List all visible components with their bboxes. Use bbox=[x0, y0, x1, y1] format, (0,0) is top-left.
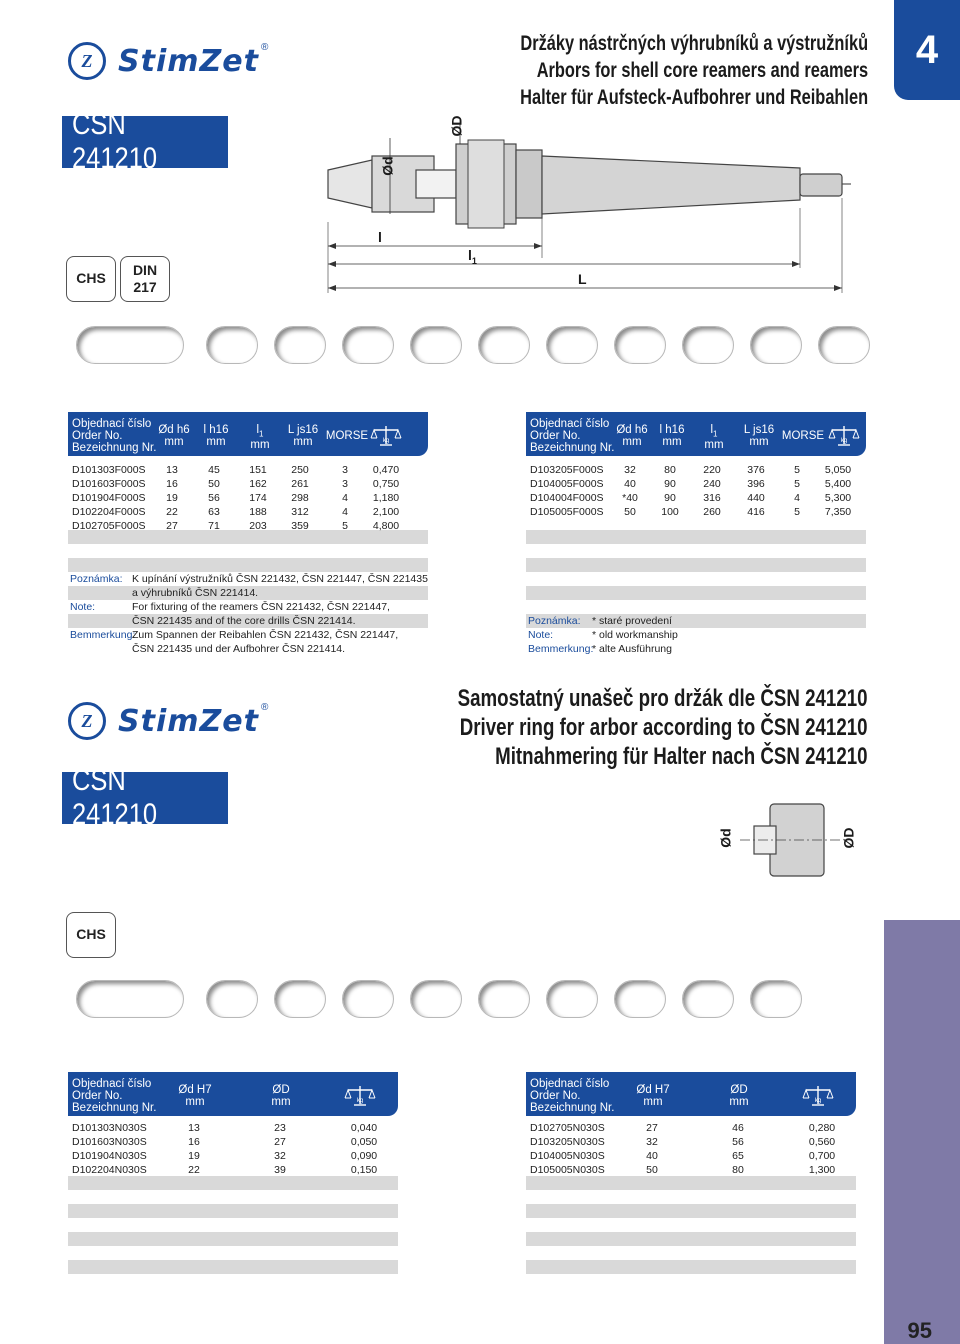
pill-slot bbox=[206, 326, 258, 364]
header-d: Ød H7 mm bbox=[178, 1084, 212, 1109]
table-header bbox=[68, 412, 428, 456]
page-number: 95 bbox=[907, 1318, 932, 1343]
weight-scale-icon bbox=[828, 424, 860, 448]
title-line-en: Driver ring for arbor according to ČSN 241210 bbox=[460, 714, 868, 741]
pill-slot bbox=[614, 980, 666, 1018]
header-L: L js16 mm bbox=[743, 424, 775, 449]
logo-registered: ® bbox=[260, 42, 269, 53]
table-row: D101303F000S 13 45 151 250 3 0,470 bbox=[72, 464, 400, 476]
weight-scale-icon bbox=[344, 1084, 376, 1108]
note-line: Note: * old workmanship bbox=[528, 629, 678, 641]
note-line: Note: For fixturing of the reamers ČSN 221432, ČSN 221447, bbox=[70, 601, 390, 613]
pill-slot bbox=[682, 326, 734, 364]
pill-slot bbox=[76, 980, 184, 1018]
note-line: a výhrubníků ČSN 221414. bbox=[132, 587, 259, 599]
header-order: Objednací číslo Order No. Bezeichnung Nr. bbox=[72, 1078, 157, 1115]
pill-slot bbox=[478, 980, 530, 1018]
dim-label-l1-main: l bbox=[468, 247, 472, 263]
dim-label-l1-sub: 1 bbox=[471, 255, 477, 266]
table-row: D101603F000S 16 50 162 261 3 0,750 bbox=[72, 478, 400, 490]
dim-label-D: ØD bbox=[448, 115, 465, 137]
header-l1: $l_1$ mm bbox=[250, 424, 270, 451]
pill-slot bbox=[206, 980, 258, 1018]
table-row: D101303N030S 13 23 0,040 bbox=[72, 1122, 378, 1134]
header-d: Ød h6 mm bbox=[158, 424, 190, 449]
header-D: ØD mm bbox=[729, 1084, 749, 1109]
section1-title bbox=[422, 30, 868, 111]
table-row: D101904N030S 19 32 0,090 bbox=[72, 1150, 378, 1162]
pill-slot bbox=[750, 980, 802, 1018]
pill-slot bbox=[274, 980, 326, 1018]
pill-slot bbox=[342, 980, 394, 1018]
header-order bbox=[72, 418, 156, 454]
driver-ring-drawing bbox=[740, 796, 840, 886]
table-row: D104005F000S 40 90 240 396 5 5,400 bbox=[530, 478, 852, 490]
table-row: D102204F000S 22 63 188 312 4 2,100 bbox=[72, 506, 400, 518]
header-L: L js16 mm bbox=[287, 424, 319, 449]
kg-text: kg bbox=[356, 1098, 364, 1104]
title-line-de: Halter für Aufsteck-Aufbohrer und Reibahlen bbox=[520, 86, 868, 109]
header-d: Ød h6 mm bbox=[616, 424, 648, 449]
pill-slot bbox=[410, 980, 462, 1018]
kg-text: kg bbox=[382, 438, 390, 444]
pill-slot bbox=[546, 326, 598, 364]
note-right bbox=[526, 614, 866, 656]
logo-text: StimZet bbox=[118, 703, 259, 739]
section2-title bbox=[342, 684, 868, 771]
logo-mark-icon: Z bbox=[68, 42, 106, 80]
reamer-pill-strip bbox=[64, 318, 896, 370]
header-order: Objednací číslo Order No. Bezeichnung Nr. bbox=[530, 418, 615, 455]
header-order-en: Order No. bbox=[72, 430, 123, 443]
table-header bbox=[68, 1072, 398, 1116]
note-line: Bemmerkung: Zum Spannen der Reibahlen ČSN 221432, ČSN 221447, bbox=[70, 629, 399, 641]
note-line: ČSN 221435 and of the core drills ČSN 221414. bbox=[132, 615, 356, 627]
dim-label-l: l bbox=[378, 229, 382, 245]
standard-bar bbox=[62, 764, 228, 831]
pill-slot bbox=[682, 980, 734, 1018]
pill-slot bbox=[750, 326, 802, 364]
driver-table-right bbox=[526, 1072, 856, 1272]
table-row: D102705N030S 27 46 0,280 bbox=[530, 1122, 836, 1134]
driver-table-left bbox=[68, 1072, 398, 1272]
note-line: Poznámka: K upínání výstružníků ČSN 221432, ČSN 221447, ČSN 221435 bbox=[70, 573, 428, 585]
table-row: D105005F000S 50 100 260 416 5 7,350 bbox=[530, 506, 852, 518]
note-line: Poznámka: * staré provedení bbox=[528, 615, 672, 627]
table-header bbox=[526, 412, 866, 456]
header-d: Ød H7 mm bbox=[636, 1084, 670, 1109]
table-row: D105005N030S 50 80 1,300 bbox=[530, 1164, 836, 1176]
chs-badge: CHS bbox=[66, 912, 116, 958]
dim-label-l1 bbox=[468, 247, 477, 266]
header-l: l h16 mm bbox=[203, 424, 229, 449]
dim-label-L: L bbox=[578, 271, 587, 287]
table-header bbox=[526, 1072, 856, 1116]
logo-registered: ® bbox=[260, 702, 269, 713]
title-line-cz: Držáky nástrčných výhrubníků a výstružníků bbox=[520, 32, 868, 55]
brand-logo bbox=[68, 702, 268, 740]
logo-text: StimZet bbox=[118, 43, 259, 79]
header-D: ØD mm bbox=[271, 1084, 291, 1109]
pill-slot bbox=[478, 326, 530, 364]
header-l: l h16 mm bbox=[659, 424, 685, 449]
pill-slot bbox=[76, 326, 184, 364]
chapter-tab: 4 bbox=[894, 0, 960, 100]
header-morse: MORSE bbox=[781, 430, 825, 442]
header-order: Objednací číslo Order No. Bezeichnung Nr. bbox=[530, 1078, 615, 1115]
header-morse: MORSE bbox=[325, 430, 369, 442]
weight-scale-icon bbox=[802, 1084, 834, 1108]
kg-text: kg bbox=[840, 438, 848, 444]
pill-slot bbox=[818, 326, 870, 364]
note-line: Bemmerkung: * alte Ausführung bbox=[528, 643, 672, 655]
dim-label-d: Ød bbox=[379, 156, 396, 176]
standard-label: ČSN 241210 bbox=[72, 108, 158, 175]
note-line: ČSN 221435 und der Aufbohrer ČSN 221414. bbox=[132, 643, 346, 655]
kg-text: kg bbox=[814, 1098, 822, 1104]
table-row: D103205N030S 32 56 0,560 bbox=[530, 1136, 836, 1148]
din-badge-line1: DIN bbox=[132, 261, 158, 278]
din-badge-line2: 217 bbox=[133, 279, 157, 295]
table-row: D101904F000S 19 56 174 298 4 1,180 bbox=[72, 492, 400, 504]
brand-logo bbox=[68, 42, 268, 80]
din-badge bbox=[120, 256, 170, 302]
table-row: D104004F000S *40 90 316 440 4 5,300 bbox=[530, 492, 852, 504]
chs-badge: CHS bbox=[66, 256, 116, 302]
table-row: D102204N030S 22 39 0,150 bbox=[72, 1164, 378, 1176]
header-order-cz: Objednací číslo bbox=[72, 418, 152, 430]
pill-slot bbox=[274, 326, 326, 364]
table-row: D102705F000S 27 71 203 359 5 4,800 bbox=[72, 520, 400, 532]
title-line-en: Arbors for shell core reamers and reamers bbox=[536, 59, 868, 82]
header-order-de: Bezeichnung Nr. bbox=[72, 442, 157, 455]
violet-side-tab bbox=[884, 920, 960, 1344]
driver-pill-strip bbox=[64, 972, 872, 1024]
logo-mark-icon: Z bbox=[68, 702, 106, 740]
table-row: D104005N030S 40 65 0,700 bbox=[530, 1150, 836, 1162]
pill-slot bbox=[614, 326, 666, 364]
note-left bbox=[68, 572, 428, 656]
pill-slot bbox=[342, 326, 394, 364]
dim-label-d: Ød bbox=[717, 828, 734, 848]
title-line-de: Mitnahmering für Halter nach ČSN 241210 bbox=[495, 743, 868, 770]
pill-slot bbox=[410, 326, 462, 364]
dim-label-D: ØD bbox=[840, 827, 857, 849]
standard-label: ČSN 241210 bbox=[72, 764, 158, 831]
pill-slot bbox=[546, 980, 598, 1018]
weight-scale-icon bbox=[370, 424, 402, 448]
table-row: D101603N030S 16 27 0,050 bbox=[72, 1136, 378, 1148]
standard-bar bbox=[62, 108, 228, 175]
header-l1: $l_1$ mm bbox=[704, 424, 724, 451]
title-line-cz: Samostatný unašeč pro držák dle ČSN 241210 bbox=[458, 685, 868, 712]
table-row: D103205F000S 32 80 220 376 5 5,050 bbox=[530, 464, 852, 476]
